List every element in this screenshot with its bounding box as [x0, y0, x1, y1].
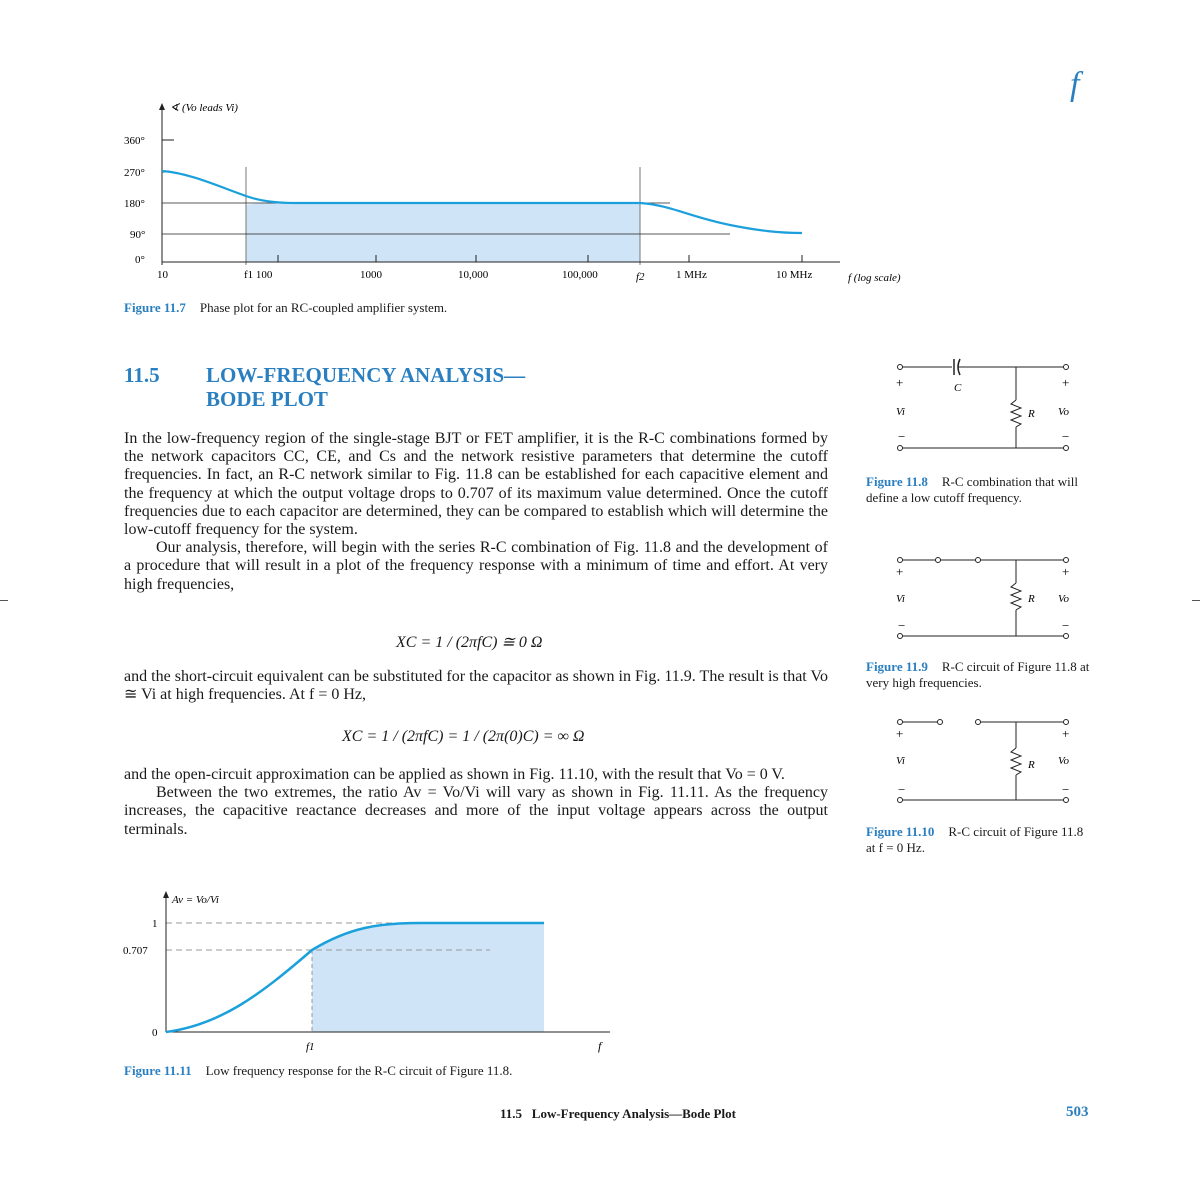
fig-11-10-circuit [888, 712, 1088, 808]
fig-11-9-circuit [888, 550, 1088, 645]
y-tick-180: 180° [124, 198, 145, 210]
caption-text: R-C circuit of Figure 11.8 at very high frequencies. [866, 659, 1090, 690]
equation-1: XC = 1 / (2πfC) ≅ 0 Ω [396, 634, 543, 651]
paragraph-1: In the low-frequency region of the single-stage BJT or FET amplifier, it is the R-C combinations formed by the network capacitors CC, CE, and Cs and the network resistive parameters that determine the cutoff frequencies. In fact, an R-C network similar to Fig. 11.8 can be established for each capacitive element and the frequency at which the output voltage drops to 0.707 of its maximum value determined. Once the cutoff frequencies due to each capacitor are determined, they can be compared to establish which will determine the low-cutoff frequency for the system. [124, 430, 828, 539]
x-axis-label: f (log scale) [848, 272, 901, 284]
y-axis-label: ∢ (Vo leads Vi) [170, 102, 238, 114]
body-block-1 [124, 430, 828, 594]
label-minus-in: − [898, 782, 906, 797]
label-plus-out: + [1062, 375, 1070, 390]
section-title-line2: BODE PLOT [206, 387, 328, 411]
label-r: R [1028, 593, 1035, 605]
x-tick-10mhz: 10 MHz [776, 269, 813, 281]
label-minus-in: − [898, 618, 906, 633]
x-axis-label: f [598, 1039, 602, 1053]
equation-2: XC = 1 / (2πfC) = 1 / (2π(0)C) = ∞ Ω [342, 728, 585, 745]
x-tick-f1-100: f1 100 [244, 269, 273, 281]
x-tick-1mhz: 1 MHz [676, 269, 707, 281]
fig-11-8-caption [866, 474, 1092, 506]
paragraph-3: and the short-circuit equivalent can be substituted for the capacitor as shown in Fig. 11.9. The result is that Vo ≅ Vi at high frequencies. At f = 0 Hz, [124, 668, 828, 704]
caption-label: Figure 11.10 [866, 824, 935, 839]
fig-11-10-caption [866, 824, 1086, 856]
fig-11-7-caption [124, 300, 447, 316]
y-tick-270: 270° [124, 167, 145, 179]
caption-label: Figure 11.7 [124, 300, 186, 315]
paragraph-2: Our analysis, therefore, will begin with the series R-C combination of Fig. 11.8 and the development of a procedure that will result in a plot of the frequency response with a minimum of time and effort. At very high frequencies, [124, 539, 828, 593]
x-tick-100000: 100,000 [562, 269, 598, 281]
running-head: 11.5 Low-Frequency Analysis—Bode Plot [500, 1106, 736, 1121]
label-minus-out: − [1062, 782, 1070, 797]
label-c: C [954, 382, 962, 394]
label-vi: Vi [896, 406, 905, 418]
body-block-3 [124, 766, 828, 839]
label-vi: Vi [896, 593, 905, 605]
x-tick-10000: 10,000 [458, 269, 489, 281]
x-tick-f1: f1 [306, 1041, 315, 1053]
label-plus-out: + [1062, 726, 1070, 741]
section-title-line1: LOW-FREQUENCY ANALYSIS— [206, 363, 526, 387]
response-shaded-region [312, 923, 544, 1032]
label-plus-out: + [1062, 564, 1070, 579]
right-margin-mark [1192, 600, 1200, 601]
fig-11-9-caption [866, 659, 1098, 691]
label-vo: Vo [1058, 593, 1069, 605]
paragraph-5: Between the two extremes, the ratio Av = Vo/Vi will vary as shown in Fig. 11.11. As the frequency increases, the capacitive reactance decreases and more of the input voltage appears across the output terminals. [124, 784, 828, 838]
section-number: 11.5 [124, 363, 160, 387]
y-tick-0: 0 [152, 1027, 158, 1039]
y-tick-0707: 0.707 [123, 945, 148, 957]
section-heading [124, 363, 525, 411]
corner-mark: f [1070, 66, 1080, 103]
body-block-2 [124, 668, 828, 704]
fig-11-8-circuit [888, 355, 1088, 460]
fig-11-11-response-plot [110, 885, 630, 1055]
fig-11-11-caption [124, 1063, 512, 1079]
label-plus-in: + [896, 564, 904, 579]
label-r: R [1028, 408, 1035, 420]
label-plus-in: + [896, 375, 904, 390]
x-tick-10: 10 [157, 269, 168, 281]
caption-text: R-C circuit of Figure 11.8 at f = 0 Hz. [866, 824, 1084, 855]
y-axis-label: Av = Vo/Vi [172, 894, 219, 906]
label-vo: Vo [1058, 755, 1069, 767]
left-margin-mark [0, 600, 8, 601]
label-plus-in: + [896, 726, 904, 741]
y-tick-0: 0° [135, 254, 145, 266]
paragraph-4: and the open-circuit approximation can be applied as shown in Fig. 11.10, with the result that Vo = 0 V. [124, 766, 785, 783]
x-tick-1000: 1000 [360, 269, 382, 281]
x-tick-f2: f2 [636, 271, 645, 283]
fig-11-7-phase-plot [110, 95, 950, 295]
y-tick-1: 1 [152, 918, 158, 930]
label-vo: Vo [1058, 406, 1069, 418]
phase-shaded-region [246, 203, 640, 262]
caption-text: Phase plot for an RC-coupled amplifier system. [199, 300, 448, 315]
label-minus-out: − [1062, 429, 1070, 444]
label-minus-in: − [898, 429, 906, 444]
caption-label: Figure 11.11 [124, 1063, 192, 1078]
caption-text: Low frequency response for the R-C circuit of Figure 11.8. [205, 1063, 513, 1078]
page-number: 503 [1066, 1104, 1089, 1120]
label-minus-out: − [1062, 618, 1070, 633]
caption-text: R-C combination that will define a low cutoff frequency. [866, 474, 1079, 505]
label-vi: Vi [896, 755, 905, 767]
y-tick-360: 360° [124, 135, 145, 147]
y-tick-90: 90° [130, 229, 146, 241]
caption-label: Figure 11.8 [866, 474, 928, 489]
caption-label: Figure 11.9 [866, 659, 928, 674]
label-r: R [1028, 759, 1035, 771]
